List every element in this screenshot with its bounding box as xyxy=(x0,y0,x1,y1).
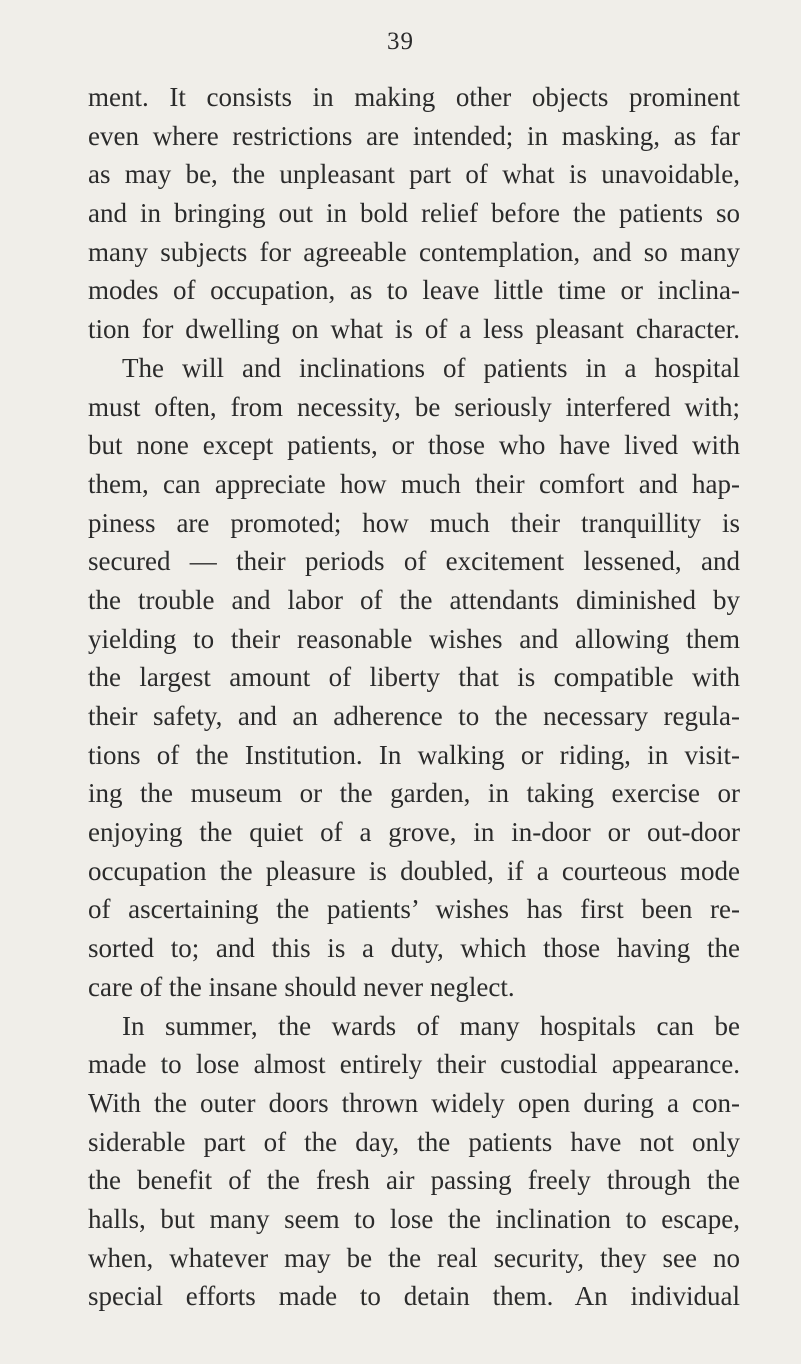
text-line: halls, but many seem to lose the inclination to escape, xyxy=(88,1203,740,1234)
text-line: the trouble and labor of the attendants diminished by xyxy=(88,584,740,615)
text-line: The will and inclinations of patients in a hospital xyxy=(122,352,740,383)
text-line: care of the insane should never neglect. xyxy=(88,971,515,1002)
page-number: 39 xyxy=(387,28,414,55)
text-line: even where restrictions are intended; in masking, as far xyxy=(88,120,740,151)
text-line: enjoying the quiet of a grove, in in-door or out-door xyxy=(88,817,740,848)
text-line: made to lose almost entirely their custodial appearance. xyxy=(88,1049,740,1080)
text-line: ment. It consists in making other objects prominent xyxy=(88,82,740,112)
text-line: In summer, the wards of many hospitals can be xyxy=(122,1010,740,1041)
text-line: special efforts made to detain them. An individual xyxy=(88,1281,740,1312)
text-line: piness are promoted; how much their tranquillity is xyxy=(88,507,740,538)
text-line: ing the museum or the garden, in taking exercise or xyxy=(88,778,740,809)
text-line: With the outer doors thrown widely open during a con- xyxy=(88,1087,740,1118)
text-line: tions of the Institution. In walking or riding, in visit- xyxy=(88,739,740,770)
text-line: when, whatever may be the real security, they see no xyxy=(88,1242,740,1273)
text-line: siderable part of the day, the patients have not only xyxy=(88,1126,740,1157)
text-line: and in bringing out in bold relief before the patients so xyxy=(88,198,740,229)
text-line: the benefit of the fresh air passing freely through the xyxy=(88,1165,740,1196)
text-line: tion for dwelling on what is of a less pleasant character. xyxy=(88,314,740,345)
text-line: them, can appreciate how much their comfort and hap- xyxy=(88,468,740,499)
text-line: secured — their periods of excitement lessened, and xyxy=(88,546,740,577)
text-line: of ascertaining the patients’ wishes has first been re- xyxy=(88,894,740,925)
text-line: their safety, and an adherence to the necessary regula- xyxy=(88,701,740,731)
text-line: must often, from necessity, be seriously interfered with; xyxy=(88,391,740,422)
body-text xyxy=(88,78,740,1316)
text-line: modes of occupation, as to leave little time or inclina- xyxy=(88,275,740,306)
text-line: yielding to their reasonable wishes and allowing them xyxy=(88,623,740,654)
text-line: as may be, the unpleasant part of what is unavoidable, xyxy=(88,159,740,190)
text-line: many subjects for agreeable contemplation, and so many xyxy=(88,236,740,267)
text-line: occupation the pleasure is doubled, if a courteous mode xyxy=(88,855,740,886)
text-line: sorted to; and this is a duty, which those having the xyxy=(88,933,740,964)
text-line: but none except patients, or those who have lived with xyxy=(88,430,740,461)
text-line: the largest amount of liberty that is compatible with xyxy=(88,662,740,693)
